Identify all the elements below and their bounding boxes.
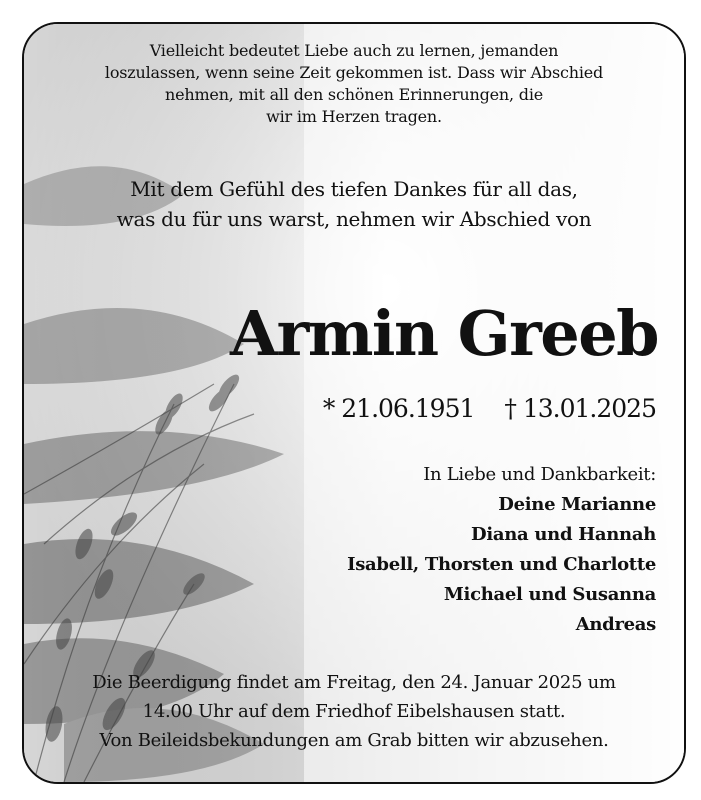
mourner-name: Michael und Susanna	[443, 584, 656, 605]
birth-date: * 21.06.1951	[322, 394, 475, 423]
intro-quote	[54, 40, 654, 128]
intro-quote-line: nehmen, mit all den schönen Erinnerungen, die	[164, 85, 544, 104]
intro-quote-line: loszulassen, wenn seine Zeit gekommen ist. Dass wir Abschied	[104, 63, 604, 82]
intro-quote-line: Vielleicht bedeutet Liebe auch zu lernen, jemanden	[149, 41, 559, 60]
mourners-list	[347, 460, 656, 640]
deceased-name: Armin Greeb	[230, 297, 658, 370]
funeral-info	[44, 668, 664, 755]
mourner-name: Deine Marianne	[498, 494, 656, 515]
mourner-name: Isabell, Thorsten und Charlotte	[347, 554, 656, 575]
funeral-info-line: Die Beerdigung findet am Freitag, den 24. Januar 2025 um	[92, 672, 616, 693]
life-dates	[323, 392, 656, 426]
intro-quote-line: wir im Herzen tragen.	[266, 107, 442, 126]
obituary-card	[22, 22, 686, 784]
thanks-line: Mit dem Gefühl des tiefen Dankes für all das,	[130, 177, 578, 201]
mourners-intro: In Liebe und Dankbarkeit:	[423, 464, 656, 485]
funeral-info-line: 14.00 Uhr auf dem Friedhof Eibelshausen statt.	[142, 701, 566, 722]
thanks-text	[44, 174, 664, 234]
mourner-name: Diana und Hannah	[471, 524, 656, 545]
thanks-line: was du für uns warst, nehmen wir Abschied von	[116, 207, 592, 231]
funeral-info-line: Von Beileidsbekundungen am Grab bitten wir abzusehen.	[99, 730, 609, 751]
mourner-name: Andreas	[575, 614, 656, 635]
death-date: † 13.01.2025	[504, 394, 656, 423]
